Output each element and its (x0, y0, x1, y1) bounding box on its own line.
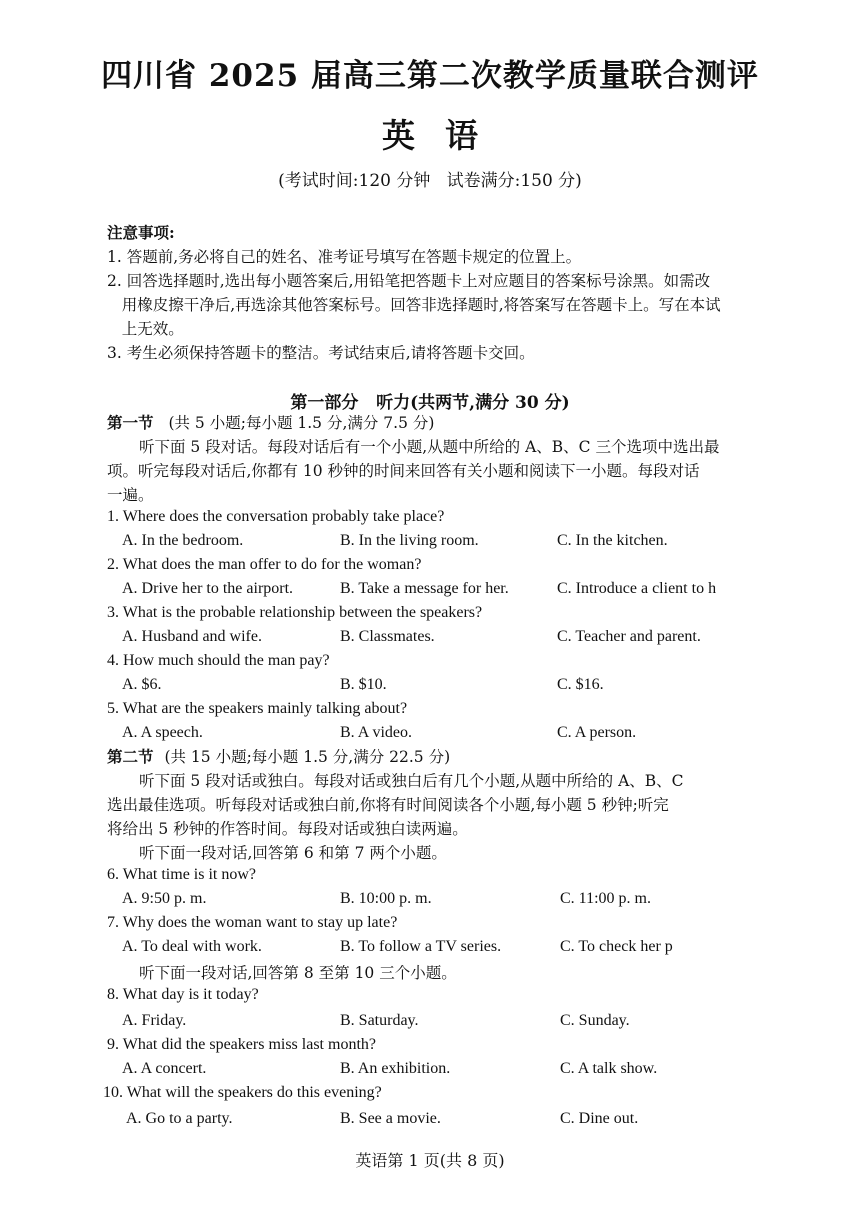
page-footer: 英语第 1 页(共 8 页) (355, 1151, 505, 1170)
option-c: C. Introduce a client to h (557, 580, 717, 597)
option-b: B. In the living room. (340, 532, 479, 549)
question-stem: 5. What are the speakers mainly talking about? (107, 700, 408, 717)
note-line: 上无效。 (107, 320, 184, 338)
note-line: 3. 考生必须保持答题卡的整洁。考试结束后,请将答题卡交回。 (107, 344, 535, 362)
option-a: A. To deal with work. (122, 938, 262, 955)
question-stem: 6. What time is it now? (107, 866, 257, 883)
question-stem: 2. What does the man offer to do for the woman? (107, 556, 422, 573)
instruction-line: 将给出 5 秒钟的作答时间。每段对话或独白读两遍。 (107, 820, 468, 838)
instruction-line: 选出最佳选项。听每段对话或独白前,你将有时间阅读各个小题,每小题 5 秒钟;听完 (107, 796, 669, 814)
option-a: A. Friday. (122, 1012, 187, 1029)
option-a: A. Husband and wife. (122, 628, 262, 645)
option-b: B. To follow a TV series. (340, 938, 502, 955)
question-stem: 7. Why does the woman want to stay up late? (107, 914, 398, 931)
option-b: B. Take a message for her. (340, 580, 509, 597)
option-c: C. 11:00 p. m. (560, 890, 651, 907)
option-c: C. A talk show. (560, 1060, 658, 1077)
question-stem: 3. What is the probable relationship between the speakers? (107, 604, 483, 621)
note-line: 2. 回答选择题时,选出每小题答案后,用铅笔把答题卡上对应题目的答案标号涂黑。如需改 (107, 272, 711, 290)
option-a: A. $6. (122, 676, 162, 693)
section1-header (107, 412, 434, 434)
section-label: 第二节 (107, 747, 154, 766)
listen-instruction: 听下面一段对话,回答第 6 和第 7 两个小题。 (139, 844, 447, 862)
option-c: C. $16. (557, 676, 604, 693)
option-b: B. Classmates. (340, 628, 435, 645)
option-b: B. An exhibition. (340, 1060, 451, 1077)
option-a: A. A concert. (122, 1060, 207, 1077)
instruction-line: 一遍。 (107, 486, 154, 504)
option-a: A. A speech. (122, 724, 203, 741)
option-b: B. 10:00 p. m. (340, 890, 432, 907)
option-c: C. Teacher and parent. (557, 628, 701, 645)
section-label: 第一节 (107, 413, 154, 432)
section2-header (107, 746, 450, 768)
question-stem: 1. Where does the conversation probably take place? (107, 508, 445, 525)
option-b: B. See a movie. (340, 1110, 441, 1127)
option-b: B. Saturday. (340, 1012, 419, 1029)
question-stem: 8. What day is it today? (107, 986, 259, 1003)
option-a: A. 9:50 p. m. (122, 890, 207, 907)
option-b: B. $10. (340, 676, 387, 693)
subject-title: 英语 (382, 116, 508, 155)
instruction-line: 听下面 5 段对话或独白。每段对话或独白后有几个小题,从题中所给的 A、B、C (139, 772, 684, 790)
option-b: B. A video. (340, 724, 413, 741)
exam-title: 四川省 2025 届高三第二次教学质量联合测评 (101, 58, 759, 94)
section-info: (共 5 小题;每小题 1.5 分,满分 7.5 分) (168, 414, 435, 432)
option-a: A. Go to a party. (126, 1110, 233, 1127)
question-stem: 4. How much should the man pay? (107, 652, 330, 669)
exam-info: (考试时间:120 分钟 试卷满分:150 分) (278, 171, 582, 191)
option-c: C. Dine out. (560, 1110, 639, 1127)
option-c: C. In the kitchen. (557, 532, 668, 549)
listen-instruction: 听下面一段对话,回答第 8 至第 10 三个小题。 (139, 964, 457, 982)
note-line: 用橡皮擦干净后,再选涂其他答案标号。回答非选择题时,将答案写在答题卡上。写在本试 (107, 296, 721, 314)
instruction-line: 项。听完每段对话后,你都有 10 秒钟的时间来回答有关小题和阅读下一小题。每段对话 (107, 462, 700, 480)
option-c: C. To check her p (560, 938, 673, 955)
section-info: (共 15 小题;每小题 1.5 分,满分 22.5 分) (164, 748, 451, 766)
instruction-line: 听下面 5 段对话。每段对话后有一个小题,从题中所给的 A、B、C 三个选项中选出最 (139, 438, 720, 456)
option-c: C. A person. (557, 724, 637, 741)
note-line: 1. 答题前,务必将自己的姓名、准考证号填写在答题卡规定的位置上。 (107, 248, 582, 266)
option-c: C. Sunday. (560, 1012, 630, 1029)
option-a: A. Drive her to the airport. (122, 580, 294, 597)
part-title: 第一部分 听力(共两节,满分 30 分) (290, 393, 570, 413)
question-stem: 9. What did the speakers miss last month? (107, 1036, 376, 1053)
question-stem: 10. What will the speakers do this evening? (103, 1084, 382, 1101)
option-a: A. In the bedroom. (122, 532, 244, 549)
notes-heading: 注意事项: (107, 223, 175, 242)
